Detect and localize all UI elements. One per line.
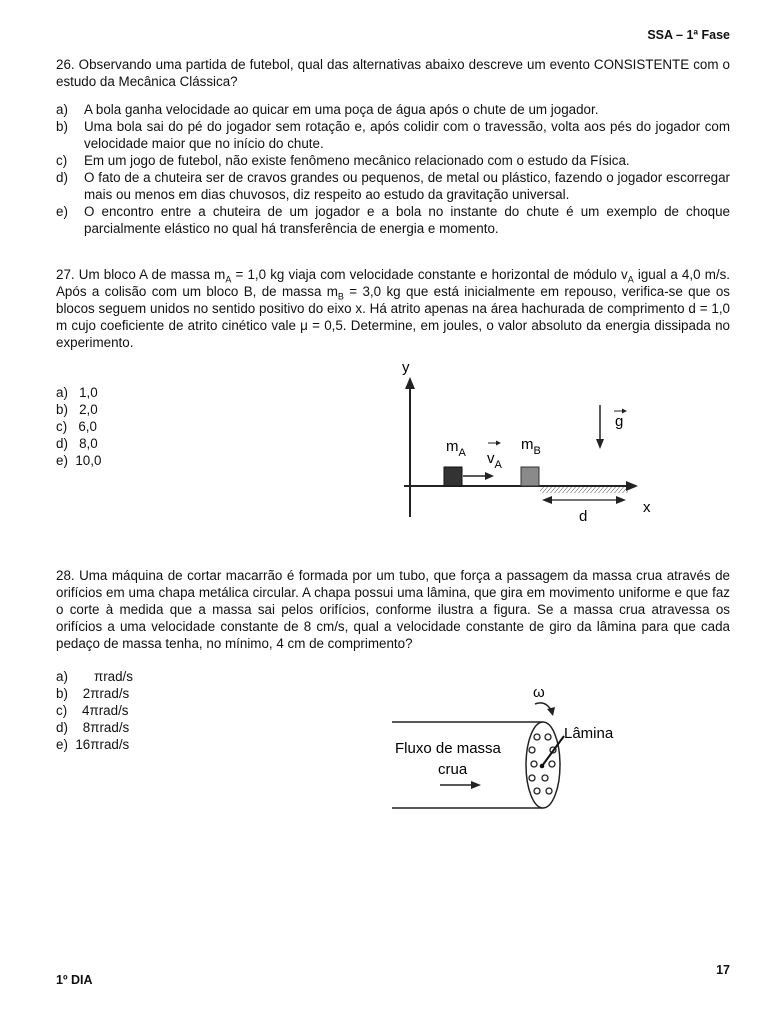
option-a[interactable] — [56, 101, 730, 118]
option-d[interactable] — [56, 169, 730, 203]
option-c[interactable] — [56, 152, 730, 169]
pasta-machine-figure — [388, 680, 638, 815]
mass-b-label: $m_B$ — [521, 436, 541, 457]
velocity-arrowhead — [485, 472, 494, 480]
flow-label-line2: crua — [438, 761, 468, 778]
question-28 — [56, 567, 730, 652]
question-26 — [56, 56, 730, 237]
question-27 — [56, 266, 730, 351]
question-26-options — [56, 101, 730, 237]
subscript: B — [337, 291, 344, 302]
option-letter: b) — [56, 119, 68, 134]
distance-arrow-left — [542, 496, 552, 504]
x-axis-label: x — [643, 499, 651, 516]
stem-part: = 1,0 kg viaja com velocidade constante e horizontal de módulo v — [231, 267, 628, 282]
option-b[interactable]: b) 2πrad/s — [56, 686, 130, 701]
option-a[interactable]: a) πrad/s — [56, 669, 133, 684]
option-e[interactable]: e) 16πrad/s — [56, 737, 130, 752]
subscript: A — [627, 274, 634, 285]
subscript: A — [225, 274, 232, 285]
stem-part: = 3,0 kg que está inicialmente em repouso, verifica-se que os blocos seguem unidos no sentido positivo do eixo x. Há atrito apenas na área hachurada de comprimento d = 1,0 m cujo coeficiente de atrito cinético vale μ = 0,5. Determine, em joules, o valor absoluto da energia dissipada no experimento. — [56, 284, 731, 350]
option-text: A bola ganha velocidade ao quicar em uma poça de água após o chute de um jogador. — [84, 102, 599, 117]
pasta-machine-diagram — [388, 680, 638, 815]
gravity-arrowhead — [596, 439, 604, 449]
distance-label: d — [579, 508, 588, 525]
stem-part: igual a 4,0 m/s. Após a colisão com um bloco B, de massa m — [56, 267, 730, 299]
rotation-arrowhead — [547, 707, 555, 716]
mass-a-label: $m_A$ — [446, 438, 466, 459]
option-text: Em um jogo de futebol, não existe fenômeno mecânico relacionado com o estudo da Física. — [84, 153, 630, 168]
block-a — [444, 467, 462, 486]
footer-day: 1º DIA — [56, 973, 93, 987]
option-a[interactable]: a) 1,0 — [56, 385, 98, 400]
collision-figure — [390, 355, 680, 525]
block-b — [521, 467, 539, 486]
blade-pivot — [540, 764, 545, 769]
gravity-vector-mark-head — [622, 409, 627, 414]
y-axis-arrow — [405, 377, 415, 389]
question-26-stem: 26. Observando uma partida de futebol, qual das alternativas abaixo descreve um evento CONSISTENTE com o estudo da Mecânica Clássica? — [56, 57, 730, 89]
option-e[interactable]: e) 10,0 — [56, 453, 102, 468]
question-28-stem: 28. Uma máquina de cortar macarrão é formada por um tubo, que força a passagem da massa crua através de orifícios em uma chapa metálica circular. A chapa possui uma lâmina, que gira em movimento uniforme e que faz o corte à medida que a massa sai pelos orifícios, conforme ilustra a figura. Se a massa crua atravessa os orifícios a uma velocidade constante de 8 cm/s, qual a velocidade constante de giro da lâmina para que cada pedaço de massa tenha, no mínimo, 4 cm de comprimento? — [56, 568, 730, 651]
stem-part: 27. Um bloco A de massa m — [56, 267, 226, 282]
question-28-options — [56, 668, 133, 753]
option-d[interactable]: d) 8,0 — [56, 436, 98, 451]
option-text: O fato de a chuteira ser de cravos grandes ou pequenos, de metal ou plástico, fazendo o jogador escorregar mais ou menos em dias chuvosos, diz respeito ao estudo da gravitação universal. — [84, 170, 730, 202]
question-27-options — [56, 384, 101, 469]
option-letter: e) — [56, 204, 68, 219]
velocity-label: $v_A$ — [487, 450, 502, 471]
question-27-stem — [56, 266, 730, 351]
exam-header: SSA – 1ª Fase — [647, 28, 730, 42]
distance-arrow-right — [616, 496, 626, 504]
blade-label: Lâmina — [564, 725, 614, 742]
y-axis-label: y — [402, 359, 410, 376]
option-b[interactable] — [56, 118, 730, 152]
option-e[interactable] — [56, 203, 730, 237]
option-b[interactable]: b) 2,0 — [56, 402, 98, 417]
option-letter: c) — [56, 153, 68, 168]
page-number: 17 — [716, 963, 730, 977]
flow-arrowhead — [471, 781, 481, 789]
option-text: Uma bola sai do pé do jogador sem rotação e, após colidir com o travessão, volta aos pés do jogador com velocidade maior que no início do chute. — [84, 119, 730, 151]
option-d[interactable]: d) 8πrad/s — [56, 720, 130, 735]
omega-label: ω — [533, 684, 545, 701]
collision-diagram — [390, 355, 680, 525]
option-letter: a) — [56, 102, 68, 117]
option-c[interactable]: c) 4πrad/s — [56, 703, 129, 718]
option-letter: d) — [56, 170, 68, 185]
gravity-label: g — [615, 413, 624, 430]
option-text: O encontro entre a chuteira de um jogador e a bola no instante do chute é um exemplo de choque parcialmente elástico no qual há transferência de energia e momento. — [84, 204, 730, 236]
flow-label-line1: Fluxo de massa — [395, 740, 501, 757]
option-c[interactable]: c) 6,0 — [56, 419, 97, 434]
friction-area — [540, 487, 628, 493]
velocity-vector-mark-head — [496, 441, 501, 446]
